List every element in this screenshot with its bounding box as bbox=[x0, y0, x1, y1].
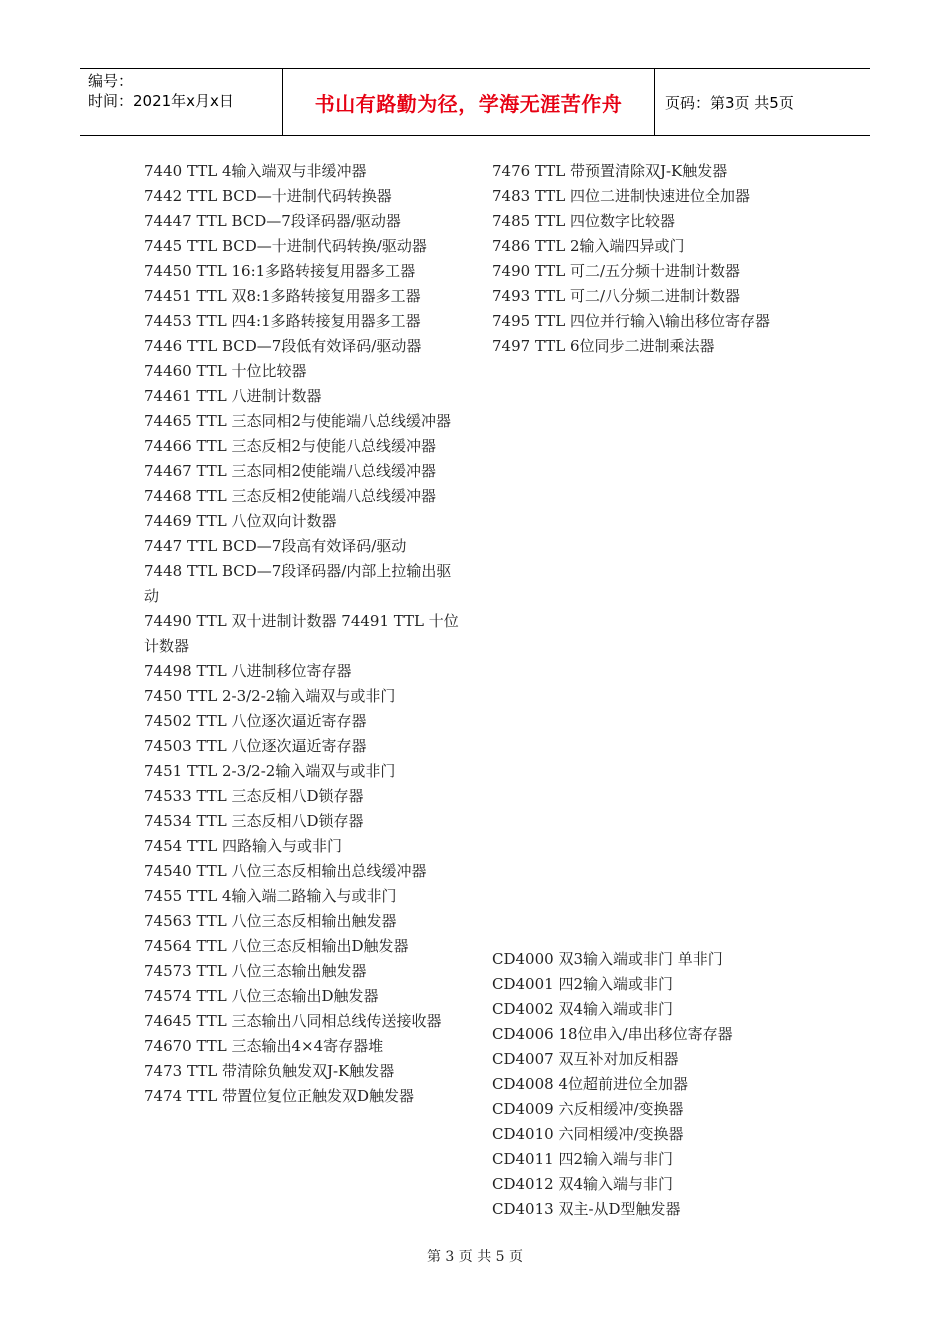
left-column-list bbox=[144, 159, 464, 1109]
list-item: 74573 TTL 八位三态输出触发器 bbox=[144, 962, 367, 980]
motto-text: 书山有路勤为径，学海无涯苦作舟 bbox=[314, 91, 623, 116]
list-item: 74468 TTL 三态反相2使能端八总线缓冲器 bbox=[144, 487, 437, 505]
list-item: CD4009 六反相缓冲/变换器 bbox=[492, 1100, 684, 1118]
list-item: 74466 TTL 三态反相2与使能八总线缓冲器 bbox=[144, 437, 437, 455]
list-item: CD4010 六同相缓冲/变换器 bbox=[492, 1125, 684, 1143]
list-item: 7445 TTL BCD—十进制代码转换/驱动器 bbox=[144, 237, 427, 255]
list-item: 74447 TTL BCD—7段译码器/驱动器 bbox=[144, 212, 401, 230]
list-item: CD4012 双4输入端与非门 bbox=[492, 1175, 673, 1193]
list-item: 74574 TTL 八位三态输出D触发器 bbox=[144, 987, 379, 1005]
list-item: 74460 TTL 十位比较器 bbox=[144, 362, 307, 380]
list-item: 74502 TTL 八位逐次逼近寄存器 bbox=[144, 712, 367, 730]
list-item: CD4006 18位串入/串出移位寄存器 bbox=[492, 1025, 733, 1043]
list-item: CD4011 四2输入端与非门 bbox=[492, 1150, 673, 1168]
list-item: 7486 TTL 2输入端四异或门 bbox=[492, 237, 685, 255]
list-item: 7446 TTL BCD—7段低有效译码/驱动器 bbox=[144, 337, 422, 355]
list-item: 7447 TTL BCD—7段高有效译码/驱动 bbox=[144, 537, 407, 555]
list-item: 74453 TTL 四4:1多路转接复用器多工器 bbox=[144, 312, 421, 330]
list-item: 7455 TTL 4输入端二路输入与或非门 bbox=[144, 887, 397, 905]
list-item: 7495 TTL 四位并行输入\输出移位寄存器 bbox=[492, 312, 771, 330]
list-item: 74645 TTL 三态输出八同相总线传送接收器 bbox=[144, 1012, 442, 1030]
header-page-cell bbox=[655, 69, 870, 135]
list-item: CD4002 双4输入端或非门 bbox=[492, 1000, 673, 1018]
header-meta bbox=[80, 69, 283, 135]
list-item: 7454 TTL 四路输入与或非门 bbox=[144, 837, 342, 855]
list-item: 7490 TTL 可二/五分频十进制计数器 bbox=[492, 262, 741, 280]
list-item: 74450 TTL 16:1多路转接复用器多工器 bbox=[144, 262, 416, 280]
list-item: 74534 TTL 三态反相八D锁存器 bbox=[144, 812, 364, 830]
list-item: 7442 TTL BCD—十进制代码转换器 bbox=[144, 187, 392, 205]
list-item: 74467 TTL 三态同相2使能端八总线缓冲器 bbox=[144, 462, 437, 480]
list-item: 74503 TTL 八位逐次逼近寄存器 bbox=[144, 737, 367, 755]
list-item: 7448 TTL BCD—7段译码器/内部上拉输出驱动 bbox=[144, 562, 452, 605]
list-item: 7474 TTL 带置位复位正触发双D触发器 bbox=[144, 1087, 414, 1105]
list-item: CD4008 4位超前进位全加器 bbox=[492, 1075, 688, 1093]
list-item: CD4001 四2输入端或非门 bbox=[492, 975, 673, 993]
list-item: 7493 TTL 可二/八分频二进制计数器 bbox=[492, 287, 741, 305]
list-item: 74670 TTL 三态输出4×4寄存器堆 bbox=[144, 1037, 384, 1055]
list-item: 7473 TTL 带清除负触发双J-K触发器 bbox=[144, 1062, 395, 1080]
list-item: 74533 TTL 三态反相八D锁存器 bbox=[144, 787, 364, 805]
document-date: 时间：2021年x月x日 bbox=[88, 92, 234, 110]
list-item: 7483 TTL 四位二进制快速进位全加器 bbox=[492, 187, 750, 205]
list-item: 74540 TTL 八位三态反相输出总线缓冲器 bbox=[144, 862, 427, 880]
right-column-top-list bbox=[492, 159, 822, 359]
list-item: 7497 TTL 6位同步二进制乘法器 bbox=[492, 337, 715, 355]
list-item: CD4000 双3输入端或非门 单非门 bbox=[492, 950, 723, 968]
list-item: CD4013 双主-从D型触发器 bbox=[492, 1200, 681, 1218]
list-item: 7451 TTL 2-3/2-2输入端双与或非门 bbox=[144, 762, 396, 780]
list-item: 7476 TTL 带预置清除双J-K触发器 bbox=[492, 162, 728, 180]
list-item: 74490 TTL 双十进制计数器 74491 TTL 十位计数器 bbox=[144, 612, 459, 655]
list-item: CD4007 双互补对加反相器 bbox=[492, 1050, 679, 1068]
list-item: 74498 TTL 八进制移位寄存器 bbox=[144, 662, 352, 680]
list-item: 74564 TTL 八位三态反相输出D触发器 bbox=[144, 937, 409, 955]
list-item: 74451 TTL 双8:1多路转接复用器多工器 bbox=[144, 287, 421, 305]
header-page-info: 页码：第3页 共5页 bbox=[665, 93, 794, 112]
document-number-label: 编号： bbox=[88, 72, 134, 90]
page-header bbox=[80, 68, 870, 136]
list-item: 74469 TTL 八位双向计数器 bbox=[144, 512, 337, 530]
right-column-bottom-list bbox=[492, 947, 822, 1222]
list-item: 74461 TTL 八进制计数器 bbox=[144, 387, 322, 405]
list-item: 7440 TTL 4输入端双与非缓冲器 bbox=[144, 162, 367, 180]
list-item: 7485 TTL 四位数字比较器 bbox=[492, 212, 675, 230]
header-motto-cell bbox=[283, 69, 655, 135]
list-item: 7450 TTL 2-3/2-2输入端双与或非门 bbox=[144, 687, 396, 705]
page-footer: 第 3 页 共 5 页 bbox=[426, 1249, 524, 1265]
list-item: 74465 TTL 三态同相2与使能端八总线缓冲器 bbox=[144, 412, 452, 430]
list-item: 74563 TTL 八位三态反相输出触发器 bbox=[144, 912, 397, 930]
